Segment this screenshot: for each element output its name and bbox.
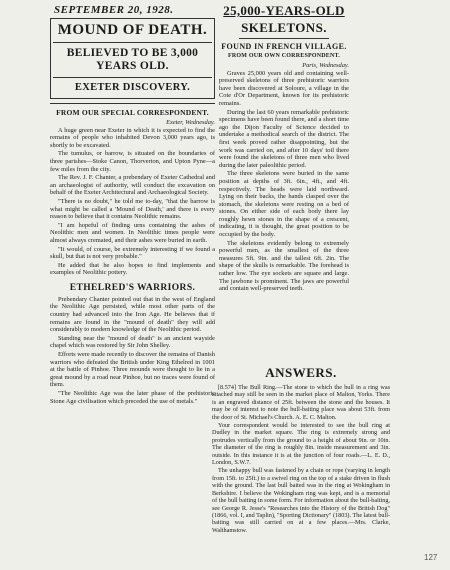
paragraph: The three skeletons were buried in the same position at depths of 3ft. 6in., 4ft., and 4ft. respectively. The heads were laid northward. Lying on their backs, the hands clasped over the stomach, the skeletons were resting on a bed of stones. On either side of each body there lay roughly hewn stones in the shape of a crescent, indicating, it is thought, the great position to be occupied by the body. <box>219 170 349 239</box>
dateline: SEPTEMBER 20, 1928. <box>54 4 174 16</box>
headline: ANSWERS. <box>265 365 337 380</box>
headline-box <box>50 18 215 99</box>
paragraph: "I am hopeful of finding urns containing the ashes of Neolithic men and women. In Neolithic times people were almost always cremated, and their ashes were buried in earth. <box>50 221 215 244</box>
article-mound-of-death <box>50 4 215 564</box>
paragraph: He added that he also hopes to find implements and examples of Neolithic pottery. <box>50 261 215 277</box>
place-line: Exeter, Wednesday. <box>166 119 215 126</box>
paragraph: "There is no doubt," he told me to-day, "that the barrow is what might be called a 'Mound of Death,' and there is every reason to believe that it contains Neolithic remains. <box>50 197 215 221</box>
byline: FROM OUR OWN CORRESPONDENT. <box>228 53 340 59</box>
byline: FROM OUR SPECIAL CORRESPONDENT. <box>56 108 209 117</box>
headline-2: SKELETONS. <box>241 20 327 35</box>
headline: MOUND OF DEATH. <box>53 22 212 43</box>
paragraph: Graves 25,000 years old and containing well-preserved skeletons of three prehistoric warriors have been discovered at Soloure, a village in the Cote d'Or Department, known for its prehistoric remains. <box>219 69 349 107</box>
paragraph: "It would, of course, be extremely interesting if we found a skull, but that is not very probable." <box>50 245 215 261</box>
paragraph: The tumulus, or barrow, is situated on the boundaries of three parishes—Stoke Canon, Thorverton, and Upton Pyne—a few miles from the city. <box>50 150 215 173</box>
paragraph: "The Neolithic Age was the later phase of the prehistoric Stone Age civilisation which preceded the use of metals." <box>50 390 215 405</box>
paragraph: During the last 60 years remarkable prehistoric specimens have been found there, and a short time ago the Dijon Faculty of Science decided to undertake a methodical search of the district. The first week proved rather disappointing, but the work was carried on, and after 10 days' toil there were found the skeletons of three men who lived during the later paleolithic period. <box>219 108 349 169</box>
section-title: ETHELRED'S WARRIORS. <box>69 282 196 293</box>
subheadline: BELIEVED TO BE 3,000 YEARS OLD. <box>53 47 212 78</box>
headline: 25,000-YEARS-OLD <box>223 4 345 18</box>
paragraph: Standing near the "mound of death" is an ancient wayside chapel which was restored by Sir John Shelley. <box>50 334 215 350</box>
paragraph: Efforts were made recently to discover the remains of Danish warriors who defeated the British under King Ethelred in 1001 at the battle of Pinhoe. Three mounds were thought to lie in a great mound by a road near Pinhoe, but no traces were found of them. <box>50 351 215 389</box>
page-number: 127 <box>424 553 438 562</box>
paragraph: Your correspondent would be interested to see the bull ring at Dudley in the market square. The ring is extremely strong and protrudes vertically from the ground to a height of about 9in. or 10in. The diameter of the ring is roughly 8in. inside measurement and 3in. outside. In this instance it is at the junction of four roads.—L. E. D., London, S.W.7. <box>212 422 390 467</box>
paragraph: A huge green near Exeter in which it is expected to find the remains of people who inhabited Devon 3,000 years ago, is shortly to be excavated. <box>50 126 215 149</box>
divider <box>50 103 215 104</box>
paragraph: The skeletons evidently belong to extremely powerful men, as the smallest of the three measures 5ft. 9in. and the tallest 6ft. 2in. The shape of the skulls is remarkable. The forehead is rather low. The eye sockets are square and large. The jawbone is prominent. The jaws are powerful and contain well-preserved teeth. <box>219 239 349 293</box>
article-answers <box>212 365 390 565</box>
paragraph: The unhappy bull was fastened by a chain or rope (varying in length from 15ft. to 25ft.) to a swivel ring on the top of a stake driven in flush with the ground. The last bull baited was in the ring at Wokingham in Berkshire. I believe the Wokingham ring was kept, and is a memorial of the bull baiting in some form. For information about the bull-baiting, see George R. Jesse's "Researches into the History of the British Dog" (1866, vol. I, and Taplin), "Sporting Dictionary" (1803). The latest bull-baiting was still carried on at a few places.—Mrs. Clarke, Walthamstow. <box>212 467 390 534</box>
paragraph: The Rev. J. F. Chanter, a prebendary of Exeter Cathedral and an archaeologist of authority, will conduct the excavation on behalf of the Exeter Architectural and Archaeological Society. <box>50 174 215 197</box>
paragraph: [8.574] The Bull Ring.—The stone to which the bull in a ring was attached may still be seen in the market place of Malton, Yorks. There is an engraved distance of 25ft. between the stone and the houses. It may be of interest to note the bull-baiting place was about 53ft. from the door of St. Michael's Church. A. E. C. Malton. <box>212 384 390 421</box>
article-skeletons <box>219 4 349 327</box>
place-line: Paris, Wednesday. <box>302 62 349 69</box>
paragraph: Prebendary Chanter pointed out that in the west of England the Neolithic Age persisted, while most other parts of the country had advanced into the Iron Age. He believes that if remains are found in the "mound of death" they will add considerably to modern knowledge of the Neolithic period. <box>50 295 215 334</box>
subheadline-2: EXETER DISCOVERY. <box>74 82 191 93</box>
subheadline: FOUND IN FRENCH VILLAGE. <box>221 42 347 51</box>
divider <box>239 38 329 39</box>
